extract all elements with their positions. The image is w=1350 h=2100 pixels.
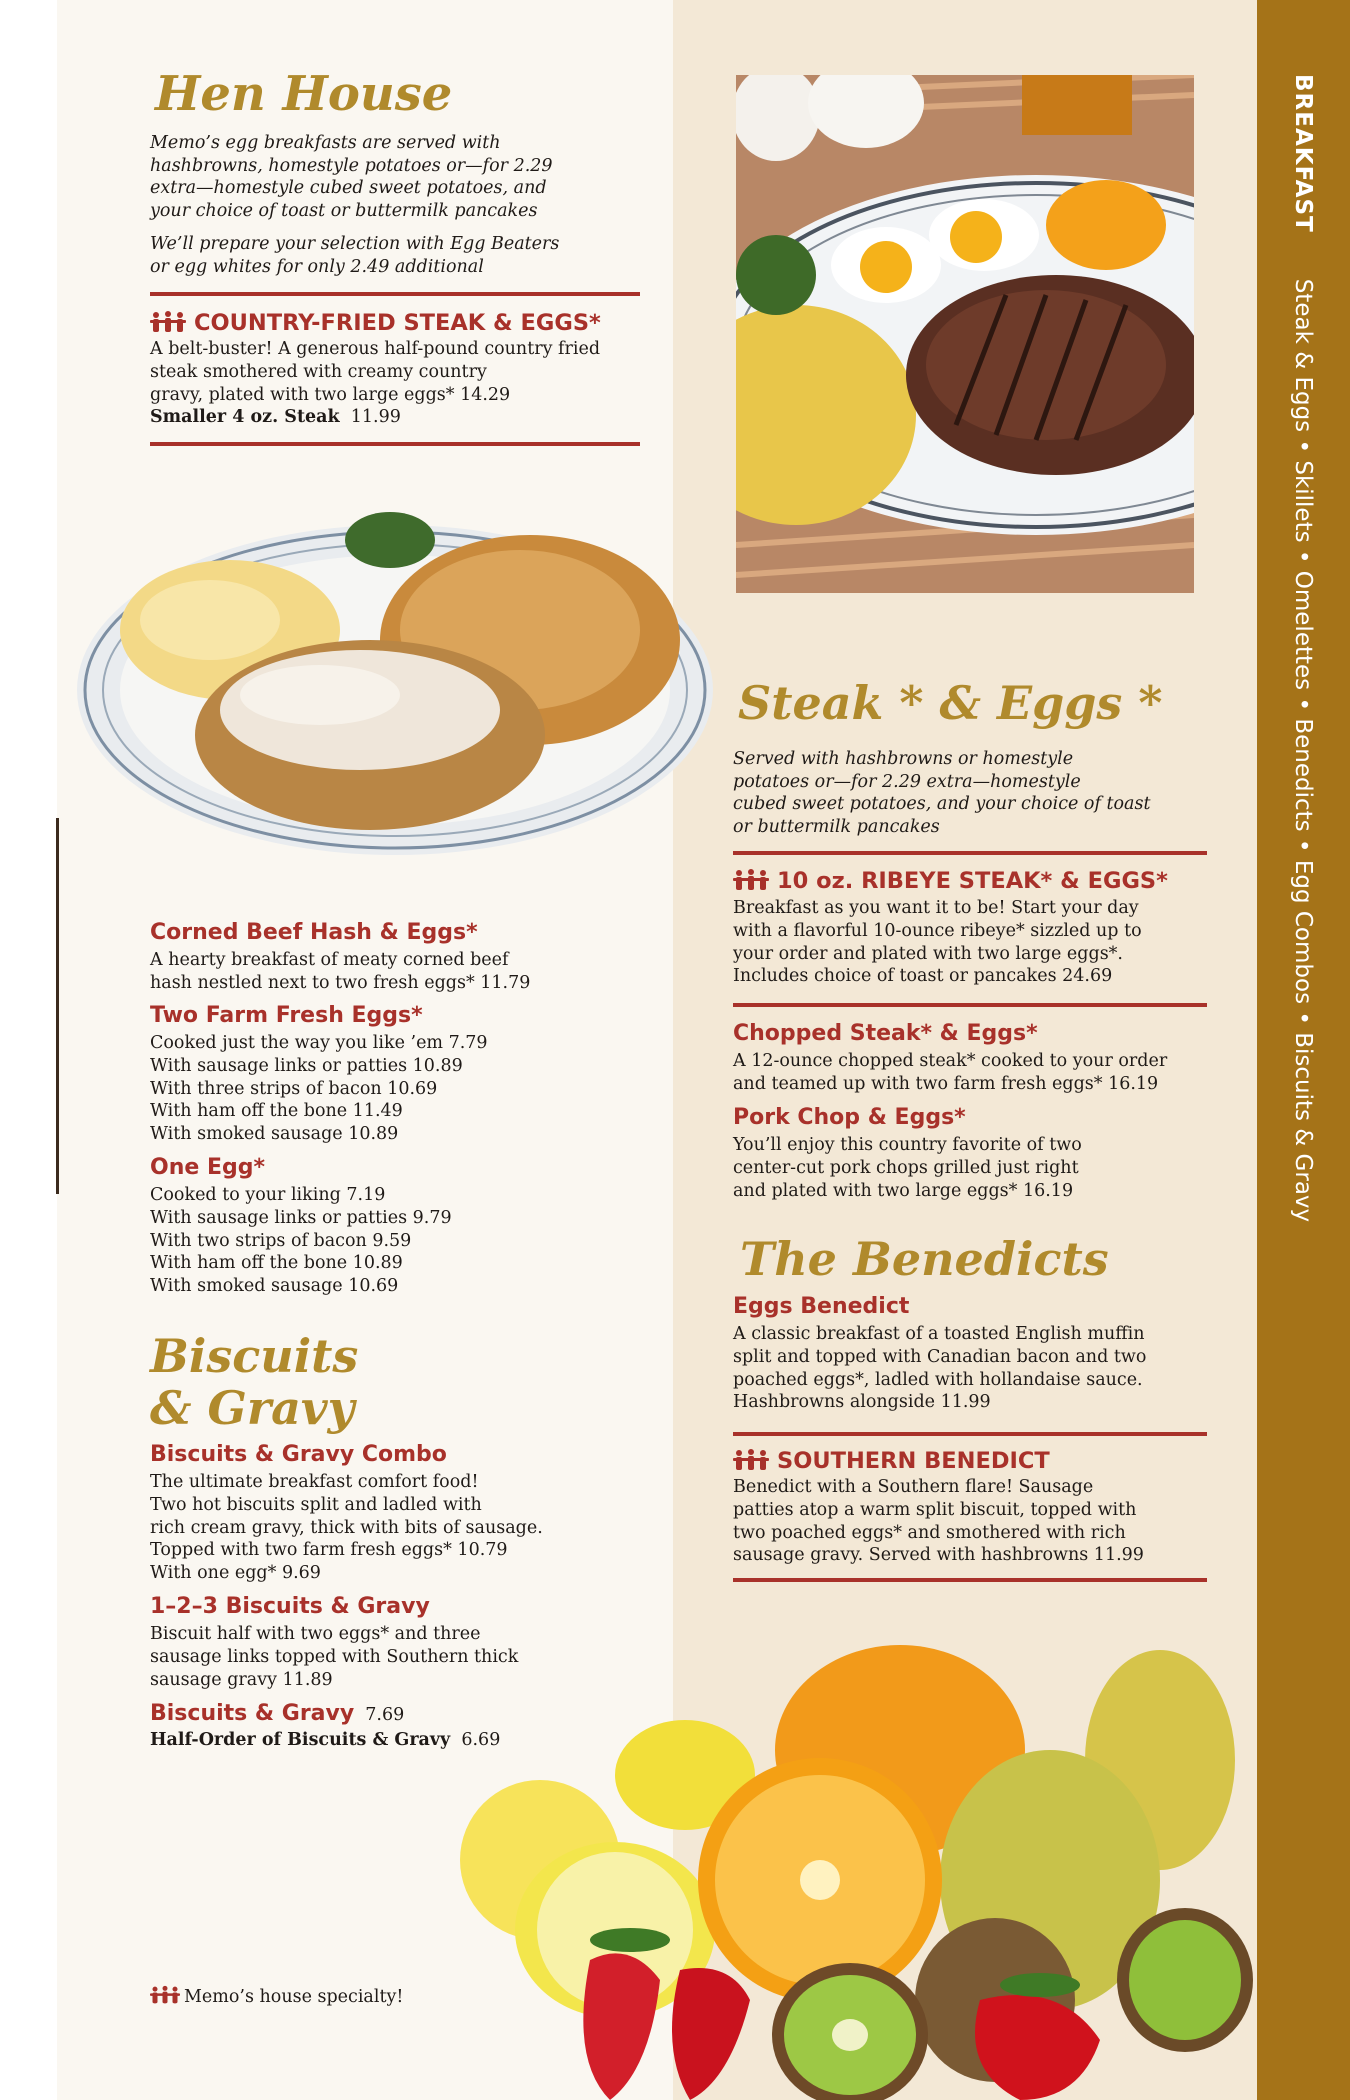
biscuits-title-line: Biscuits (150, 1329, 359, 1383)
intro-line: Memo’s egg breakfasts are served with (150, 133, 501, 153)
option-line: With smoked sausage 10.69 (150, 1276, 399, 1297)
intro-line: or egg whites for only 2.49 additional (150, 256, 484, 277)
hen-house-intro-2 (150, 233, 559, 278)
country-fried-steak-photo (70, 480, 720, 880)
description-line: split and topped with Canadian bacon and two (733, 1346, 1147, 1367)
option-line: With sausage links or patties 9.79 (150, 1207, 452, 1228)
biscuits-gravy-price: 7.69 (365, 1705, 405, 1725)
description-line: Benedict with a Southern flare! Sausage (733, 1477, 1094, 1497)
hen-house-title: Hen House (155, 66, 453, 122)
description-line: sausage links topped with Southern thick (150, 1646, 519, 1667)
one-egg-options (150, 1184, 452, 1298)
intro-line: Served with hashbrowns or homestyle (733, 749, 1074, 769)
half-order-price: 6.69 (461, 1730, 501, 1750)
footnote (150, 1985, 403, 2009)
country-fried-heading (150, 310, 601, 336)
corned-beef-name: Corned Beef Hash & Eggs* (150, 920, 478, 945)
option-line: Cooked just the way you like ’em 7.79 (150, 1033, 488, 1053)
sidebar-categories: Steak & Eggs • Skillets • Omelettes • Benedicts • Egg Combos • Biscuits & Gravy (1290, 278, 1316, 1223)
description-line: sausage gravy. Served with hashbrowns 11.99 (733, 1545, 1144, 1566)
section-rule (150, 442, 640, 446)
description-line: center-cut pork chops grilled just right (733, 1157, 1079, 1178)
option-line: With smoked sausage 10.89 (150, 1124, 399, 1145)
sidebar-text (1279, 74, 1327, 1222)
description-line: The ultimate breakfast comfort food! (150, 1472, 479, 1492)
description-line: and teamed up with two farm fresh eggs* 16.19 (733, 1073, 1159, 1094)
house-specialty-icon (150, 1985, 180, 2005)
house-specialty-icon (733, 1449, 769, 1471)
ribeye-description (733, 897, 1142, 988)
country-fried-description (150, 338, 600, 429)
description-line: sausage gravy 11.89 (150, 1669, 333, 1690)
intro-line: your choice of toast or buttermilk pancakes (150, 200, 538, 221)
description-line: poached eggs*, ladled with hollandaise sauce. (733, 1369, 1143, 1390)
section-rule (733, 1432, 1207, 1436)
one-two-three-name: 1–2–3 Biscuits & Gravy (150, 1594, 430, 1619)
biscuits-combo-description (150, 1471, 543, 1585)
southern-benedict-heading (733, 1448, 1050, 1474)
biscuits-gravy-line (150, 1701, 404, 1726)
half-order-line (150, 1729, 500, 1752)
ribeye-heading (733, 868, 1168, 894)
description-line: two poached eggs* and smothered with rich (733, 1522, 1126, 1543)
description-line: Two hot biscuits split and ladled with (150, 1494, 482, 1515)
biscuits-gravy-name: Biscuits & Gravy (150, 1701, 355, 1726)
steak-eggs-title: Steak * & Eggs * (738, 676, 1163, 730)
intro-line: potatoes or—for 2.29 extra—homestyle (733, 771, 1081, 792)
country-fried-name: COUNTRY-FRIED STEAK & EGGS* (194, 310, 601, 336)
description-line: hash nestled next to two fresh eggs* 11.79 (150, 972, 531, 993)
ribeye-name: 10 oz. RIBEYE STEAK* & EGGS* (777, 868, 1168, 894)
sidebar-title: BREAKFAST (1290, 74, 1316, 233)
description-line: rich cream gravy, thick with bits of sausage. (150, 1517, 543, 1538)
chopped-steak-description (733, 1050, 1167, 1096)
smaller-steak-label: Smaller 4 oz. Steak (150, 407, 340, 428)
eggs-benedict-name: Eggs Benedict (733, 1294, 910, 1319)
intro-line: cubed sweet potatoes, and your choice of toast (733, 794, 1151, 814)
half-order-label: Half-Order of Biscuits & Gravy (150, 1730, 451, 1750)
eggs-benedict-description (733, 1323, 1146, 1414)
description-line: steak smothered with creamy country (150, 361, 487, 382)
option-line: With ham off the bone 10.89 (150, 1253, 403, 1274)
description-line: A classic breakfast of a toasted English muffin (733, 1324, 1145, 1344)
description-line: A hearty breakfast of meaty corned beef (150, 950, 509, 970)
southern-benedict-description (733, 1476, 1144, 1567)
description-line: With one egg* 9.69 (150, 1563, 321, 1584)
southern-benedict-name: SOUTHERN BENEDICT (777, 1448, 1050, 1474)
intro-line: We’ll prepare your selection with Egg Beaters (150, 234, 560, 254)
biscuits-combo-name: Biscuits & Gravy Combo (150, 1442, 447, 1467)
page-margin (0, 0, 57, 2100)
smaller-steak-line (150, 406, 600, 429)
description-line: gravy, plated with two large eggs* 14.29 (150, 384, 511, 405)
fruit-photo (460, 1640, 1257, 2100)
two-eggs-name: Two Farm Fresh Eggs* (150, 1003, 423, 1028)
intro-line: hashbrowns, homestyle potatoes or—for 2.29 (150, 155, 553, 176)
ribeye-steak-photo (736, 75, 1194, 593)
description-line: A 12-ounce chopped steak* cooked to your order (733, 1051, 1168, 1071)
footnote-text: Memo’s house specialty! (184, 1987, 404, 2007)
description-line: patties atop a warm split biscuit, topped with (733, 1499, 1137, 1520)
option-line: With ham off the bone 11.49 (150, 1101, 403, 1122)
description-line: your order and plated with two large eggs*. (733, 943, 1123, 964)
smaller-steak-price: 11.99 (350, 407, 401, 428)
description-line: Biscuit half with two eggs* and three (150, 1624, 481, 1644)
house-specialty-icon (733, 869, 769, 891)
description-line: Includes choice of toast or pancakes 24.69 (733, 966, 1113, 987)
steak-eggs-intro (733, 748, 1151, 838)
pork-chop-description (733, 1134, 1082, 1202)
pork-chop-name: Pork Chop & Eggs* (733, 1105, 966, 1130)
description-line: with a flavorful 10-ounce ribeye* sizzled up to (733, 920, 1142, 941)
edge-divider (56, 818, 59, 1194)
description-line: A belt-buster! A generous half-pound country fried (150, 339, 601, 359)
description-line: Hashbrowns alongside 11.99 (733, 1392, 991, 1413)
description-line: You’ll enjoy this country favorite of two (733, 1135, 1082, 1155)
description-line: and plated with two large eggs* 16.19 (733, 1180, 1074, 1201)
benedicts-title: The Benedicts (740, 1232, 1109, 1286)
option-line: With three strips of bacon 10.69 (150, 1078, 438, 1099)
section-rule (733, 1003, 1207, 1007)
two-eggs-options (150, 1032, 488, 1146)
one-egg-name: One Egg* (150, 1155, 265, 1180)
section-rule (733, 851, 1207, 855)
option-line: With sausage links or patties 10.89 (150, 1055, 463, 1076)
option-line: With two strips of bacon 9.59 (150, 1230, 412, 1251)
section-rule (150, 292, 640, 296)
hen-house-intro (150, 132, 553, 222)
biscuits-title (150, 1330, 358, 1434)
section-rule (733, 1578, 1207, 1582)
description-line: Topped with two farm fresh eggs* 10.79 (150, 1540, 508, 1561)
corned-beef-description (150, 949, 530, 995)
option-line: Cooked to your liking 7.19 (150, 1185, 386, 1205)
house-specialty-icon (150, 311, 186, 333)
description-line: Breakfast as you want it to be! Start your day (733, 898, 1139, 918)
biscuits-title-line: & Gravy (150, 1381, 355, 1435)
intro-line: extra—homestyle cubed sweet potatoes, and (150, 178, 547, 198)
chopped-steak-name: Chopped Steak* & Eggs* (733, 1021, 1038, 1046)
intro-line: or buttermilk pancakes (733, 816, 940, 837)
